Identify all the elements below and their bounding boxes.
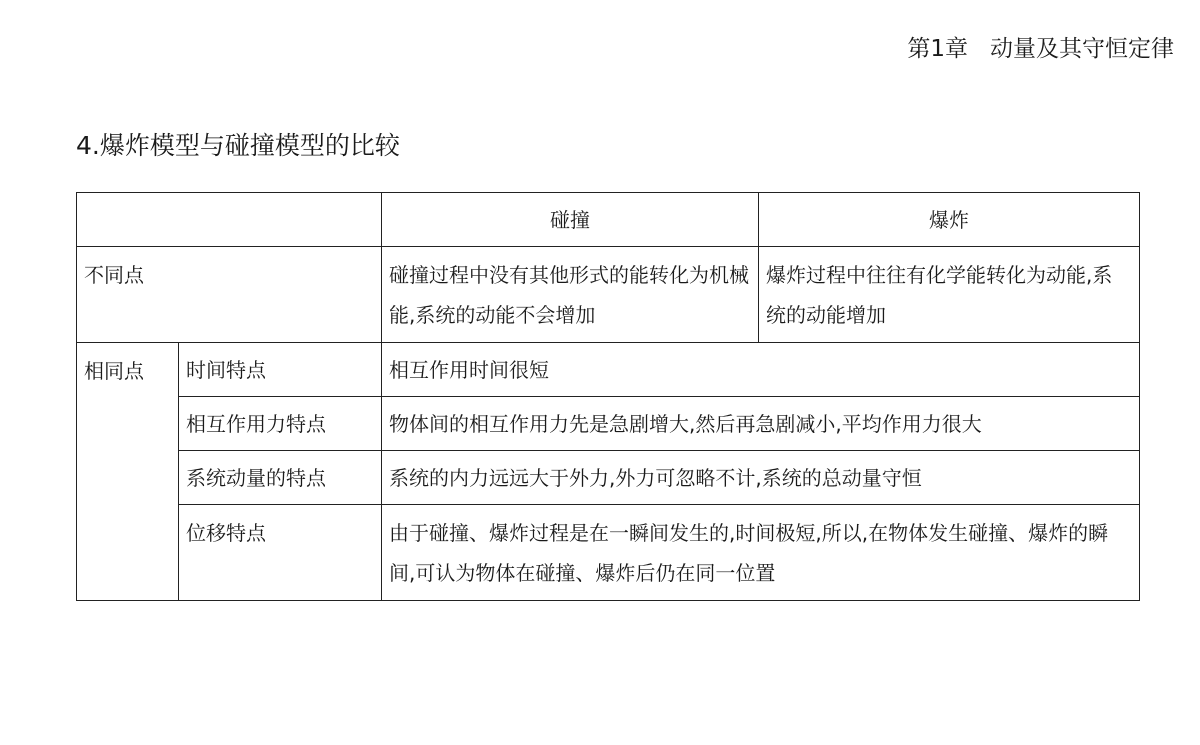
- differences-label: 不同点: [77, 247, 382, 343]
- table-row-time: [77, 343, 1140, 397]
- corner-cell: [77, 193, 382, 247]
- table-row-displacement: [77, 505, 1140, 601]
- section-title: 4.爆炸模型与碰撞模型的比较: [76, 131, 400, 160]
- aspect-content-force: 物体间的相互作用力先是急剧增大,然后再急剧减小,平均作用力很大: [382, 397, 1140, 451]
- aspect-label-momentum: 系统动量的特点: [179, 451, 382, 505]
- aspect-content-momentum: 系统的内力远远大于外力,外力可忽略不计,系统的总动量守恒: [382, 451, 1140, 505]
- aspect-content-displacement: 由于碰撞、爆炸过程是在一瞬间发生的,时间极短,所以,在物体发生碰撞、爆炸的瞬间,可认为物体在碰撞、爆炸后仍在同一位置: [382, 505, 1140, 601]
- comparison-table: [76, 192, 1140, 601]
- chapter-header: 第1章 动量及其守恒定律: [907, 36, 1174, 62]
- table-row-force: [77, 397, 1140, 451]
- table-row-differences: [77, 247, 1140, 343]
- table-header-row: [77, 193, 1140, 247]
- aspect-label-time: 时间特点: [179, 343, 382, 397]
- column-header-explosion: 爆炸: [759, 193, 1140, 247]
- table-row-momentum: [77, 451, 1140, 505]
- aspect-label-force: 相互作用力特点: [179, 397, 382, 451]
- aspect-label-displacement: 位移特点: [179, 505, 382, 601]
- aspect-content-time: 相互作用时间很短: [382, 343, 1140, 397]
- explosion-difference-text: 爆炸过程中往往有化学能转化为动能,系统的动能增加: [759, 247, 1140, 343]
- column-header-collision: 碰撞: [382, 193, 759, 247]
- similarities-label: 相同点: [77, 343, 179, 601]
- collision-difference-text: 碰撞过程中没有其他形式的能转化为机械能,系统的动能不会增加: [382, 247, 759, 343]
